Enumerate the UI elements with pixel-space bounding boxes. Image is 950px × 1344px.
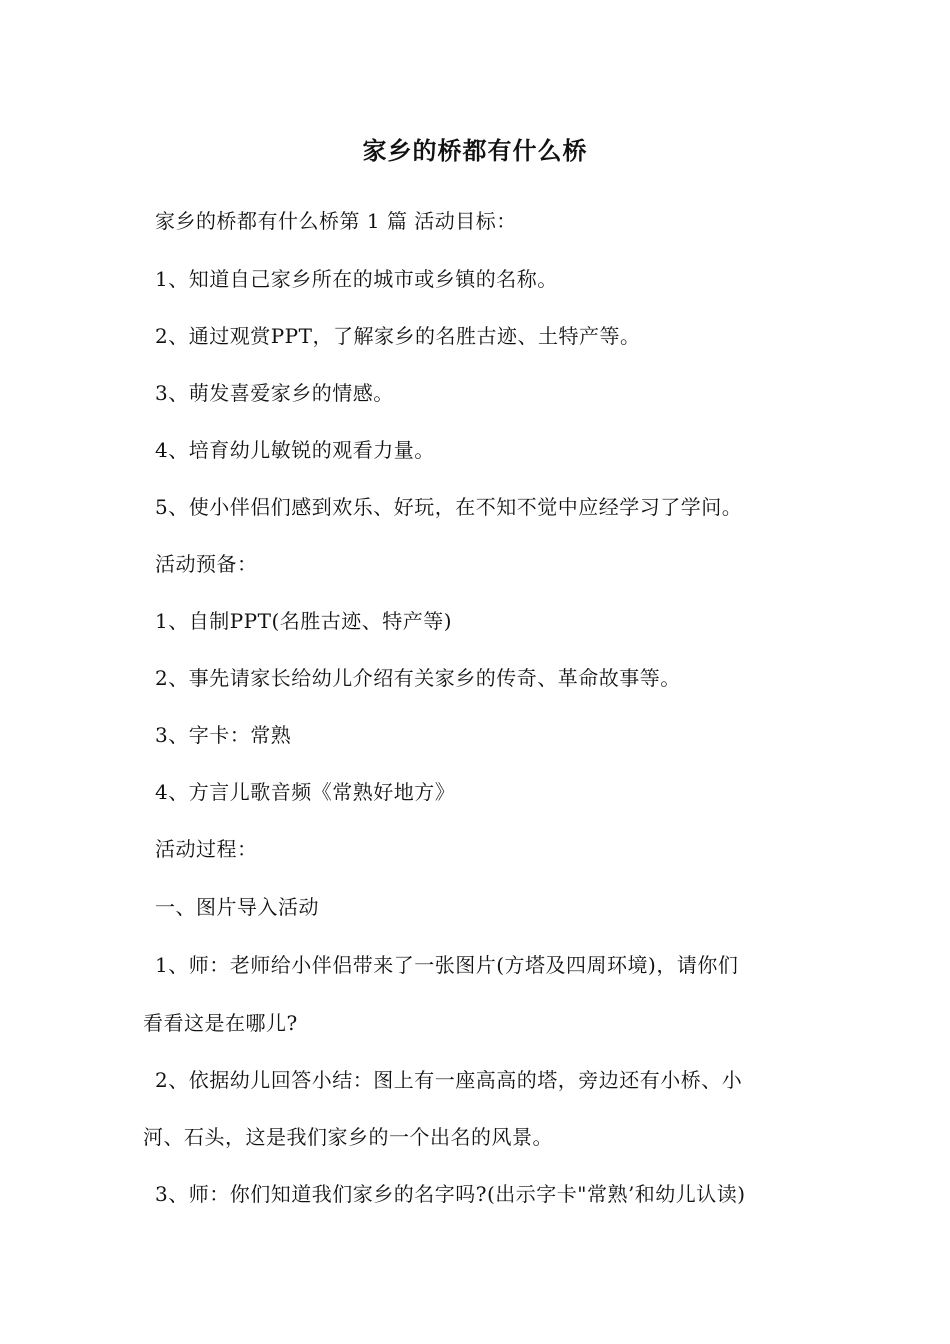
prep-item-3: 3、字卡：常熟	[155, 723, 292, 747]
section-heading-process: 活动过程：	[155, 837, 258, 861]
process-item-3: 3、师：你们知道我们家乡的名字吗?(出示字卡"常熟’和幼儿认读)	[155, 1182, 746, 1206]
goal-item-4: 4、培育幼儿敏锐的观看力量。	[155, 438, 435, 462]
goal-item-3: 3、萌发喜爱家乡的情感。	[155, 381, 394, 405]
process-item-2-continued: 河、石头，这是我们家乡的一个出名的风景。	[143, 1125, 553, 1149]
document-title: 家乡的桥都有什么桥	[362, 136, 588, 165]
process-item-1: 1、师：老师给小伴侣带来了一张图片(方塔及四周环境)，请你们	[155, 953, 739, 977]
section-heading-preparation: 活动预备：	[155, 552, 258, 576]
process-item-1-continued: 看看这是在哪儿?	[143, 1011, 298, 1035]
prep-item-2: 2、事先请家长给幼儿介绍有关家乡的传奇、革命故事等。	[155, 666, 681, 690]
goal-item-2: 2、通过观赏PPT，了解家乡的名胜古迹、土特产等。	[155, 324, 641, 348]
prep-item-4: 4、方言儿歌音频《常熟好地方》	[155, 780, 456, 804]
paragraph-intro: 家乡的桥都有什么桥第 1 篇 活动目标：	[155, 209, 517, 233]
goal-item-1: 1、知道自己家乡所在的城市或乡镇的名称。	[155, 267, 558, 291]
goal-item-5: 5、使小伴侣们感到欢乐、好玩，在不知不觉中应经学习了学问。	[155, 495, 743, 519]
prep-item-1: 1、自制PPT(名胜古迹、特产等)	[155, 609, 453, 633]
process-step-heading: 一、图片导入活动	[155, 895, 319, 919]
process-item-2: 2、依据幼儿回答小结：图上有一座高高的塔，旁边还有小桥、小	[155, 1068, 743, 1092]
